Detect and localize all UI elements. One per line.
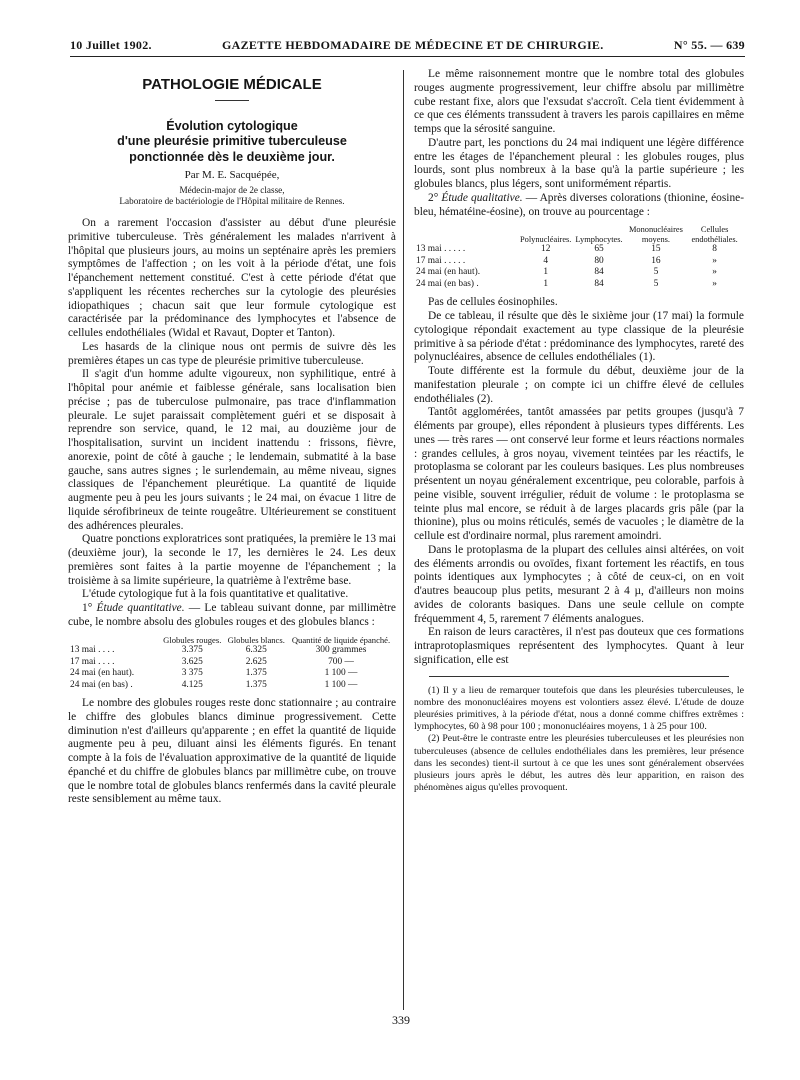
table-header: Cellules endothéliales. (691, 225, 738, 244)
footnote-2: (2) Peut-être le contraste entre les pleurésies tuberculeuses et les pleurésies non tuberculeuses (absence de cellules endothéliales dans les premières, leur présence dans les secondes) tient-il surtout à ce que les unes sont généralement observées plusieurs jours après le début, les autres dès leur apparition, en raison des phénomènes aigus qu'elles provoquent. (414, 733, 744, 794)
table-cell: 5 (653, 267, 659, 278)
subsection-heading: Étude quantitative. (96, 602, 185, 614)
paragraph: De ce tableau, il résulte que dès le sixième jour (17 mai) la formule cytologique répondait exactement au type classique de la pleurésie primitive à sa période d'état : prédominance des lymphocytes, rareté des polynucléaires, absence de cellules endothéliales (1). (414, 310, 744, 364)
table-row (414, 256, 742, 268)
affiliation-lab: Laboratoire de bactériologie de l'Hôpital militaire de Rennes. (119, 196, 345, 206)
paragraph: Quatre ponctions exploratrices sont pratiquées, la première le 13 mai (deuxième jour), la seconde le 17, les dernières le 24. Les deux premières sont faites à la partie moyenne de l'épanchement ; la troisième à sa limite supérieure, la quatrième à l'extrême base. (68, 533, 396, 587)
table-row (68, 680, 394, 692)
paragraph: Le nombre des globules rouges reste donc stationnaire ; au contraire le chiffre des globules blancs diminue progressivement. Cette diminution n'est d'ailleurs qu'apparente ; en effet la quantité de liquide augmente peu à peu, diluant ainsi les éléments figurés. En tenant compte à la fois de l'évaluation approximative de la quantité de liquide épanché et du chiffre de globules blancs par millimètre cube, on trouve que le nombre total de globules blancs renfermés dans la cavité pleurale reste sensiblement au même taux. (68, 697, 396, 806)
paragraph: Les hasards de la clinique nous ont permis de suivre dès les premières étapes un cas type de pleurésie primitive tuberculeuse. (68, 340, 396, 367)
paragraph: Il s'agit d'un homme adulte vigoureux, non syphilitique, entré à l'hôpital pour anémie et faiblesse générale, sans localisation bien précise ; pas de tuberculose pulmonaire, pas trace d'inflammation pleurale. Le sujet paraissait complètement guéri et se disposait à reprendre son service, quand, le 12 mai, au douzième jour de l'hospitalisation, survint un incident inattendu : frissons, fièvre, anorexie, point de côté à gauche ; le lendemain, submatité à la base gauche, sans autres signes ; le surlendemain, au même niveau, signes classiques de l'épanchement pleurétique. La quantité de liquide augmente peu à peu les jours suivants ; le 24 mai, on évacue 1 litre de liquide sérofibrineux de teinte rougeâtre. Ultérieurement se constituent des adhérences pleurales. (68, 368, 396, 532)
paragraph-number: 2° (428, 191, 442, 204)
table-cell: 24 mai (en haut). (70, 668, 135, 678)
table-cell: 17 mai . . . . (70, 656, 115, 667)
cell-percentage-table (414, 225, 742, 290)
paragraph: On a rarement l'occasion d'assister au début d'une pleurésie primitive tuberculeuse. Très généralement les malades n'arrivent à l'hôpital que plusieurs jours, au moins un septénaire après les premiers symptômes de l'affection ; on les voit à la période d'état, une fois l'épanchement nettement constitué. C'est à cette période d'état que s'appliquent les récentes recherches sur la cytologie des pleurésies idiopathiques ; chacun sait que leur formule cytologique est caractérisée par la prédominance des lymphocytes et l'absence de cellules endothéliales (Widal et Ravaut, Dopter et Tanton). (68, 217, 396, 339)
table-cell: 4 (543, 255, 549, 266)
table-cell: 3.375 (181, 645, 203, 655)
table-cell: 1 (543, 278, 549, 289)
article-title (68, 119, 396, 166)
table-row (68, 645, 394, 657)
paragraph: Toute différente est la formule du début, deuxième jour de la manifestation pleurale ; on compte ici un chiffre élevé de cellules endothéliales (2). (414, 365, 744, 405)
table-cell: 13 mai . . . . . (416, 244, 466, 255)
footnote-rule (429, 676, 729, 677)
table-cell: 1 100 — (324, 679, 358, 690)
table-cell: 1.375 (245, 668, 267, 678)
blood-count-table (68, 636, 394, 692)
table-cell: 65 (594, 244, 604, 255)
subsection-heading: Étude qualitative. (441, 191, 523, 204)
table-row (68, 668, 394, 680)
table-cell: 12 (541, 244, 551, 255)
table-row (68, 657, 394, 669)
table-cell: 24 mai (en haut). (416, 267, 481, 278)
table-cell: 1 (543, 267, 549, 278)
section-rule (215, 100, 249, 101)
paragraph-qualitative (414, 192, 744, 220)
paragraph: D'autre part, les ponctions du 24 mai indiquent une légère différence entre les étages de l'épanchement pleural : les globules rouges, plus lourds, sont plus nombreux à la base qu'à la partie supérieure ; les globules blancs, plus légers, sont uniformément répartis. (414, 136, 744, 190)
right-column (414, 68, 744, 794)
table-cell: 700 — (328, 656, 354, 667)
table-header-row (68, 636, 394, 646)
paragraph: Tantôt agglomérées, tantôt amassées par petits groupes (jusqu'à 7 éléments par groupe), elles répondent à plusieurs types différents. Les unes — très rares — ont conservé leur forme et leurs réactions normales : grandes cellules, à gros noyau, vivement teintées par les réactifs, le protoplasma se colorant par les couleurs basiques. Les plus nombreuses présentent un noyau généralement excentrique, peu colorable, parfois à peine visible, souvent irrégulier, réduit de volume : le protoplasma se teinte plus mal encore, se réduit à de larges placards gris pâle (par la thionine), plus ou moins réticulés, semés de vacuoles ; le diamètre de la cellule est d'ordinaire normal, plus rarement amoindri. (414, 406, 744, 542)
paragraph: Dans le protoplasma de la plupart des cellules ainsi altérées, on voit des éléments arrondis ou ovoïdes, fixant fortement les réactifs, en tous points identiques aux lymphocytes ; à côté de ceux-ci, on en voit d'autres beaucoup plus petits, mesurant 2 à 4 µ, d'ailleurs non moins avides de colorants basiques. Dans une seule cellule on compte fréquemment 4, 5, rarement 7 éléments analogues. (414, 543, 744, 625)
table-cell: 3.625 (181, 656, 203, 667)
paragraph: Pas de cellules éosinophiles. (428, 296, 558, 309)
article-title-line-3: ponctionnée dès le deuxième jour. (129, 149, 335, 164)
table-cell: 84 (594, 278, 604, 289)
table-cell: » (712, 267, 717, 278)
table-header: Mononucléaires moyens. (628, 225, 683, 244)
header-page-number: N° 55. — 639 (673, 38, 745, 52)
paragraph-text: — Le tableau suivant donne, par millimètre cube, le nombre absolu des globules rouges et des globules blancs : (68, 602, 396, 628)
table-cell: 1.375 (245, 679, 267, 690)
table-cell: 1 100 — (324, 668, 358, 678)
paragraph: L'étude cytologique fut à la fois quantitative et qualitative. (82, 588, 349, 601)
paragraph-quantitative (68, 602, 396, 630)
paragraph: Le même raisonnement montre que le nombre total des globules rouges augmente progressivement, leur chiffre absolu par millimètre cube restant fixe, alors que l'exsudat s'accroît. Cela tient évidemment à ce que ces éléments transsudent à travers les parois capillaires en même temps que la sérosité sanguine. (414, 68, 744, 135)
table-row (414, 244, 742, 256)
table-cell: » (712, 255, 717, 266)
table-cell: 84 (594, 267, 604, 278)
left-column (68, 68, 396, 807)
table-cell: 15 (651, 244, 661, 255)
table-cell: » (712, 278, 717, 289)
table-header (68, 636, 160, 646)
table-cell: 2.625 (245, 656, 267, 667)
paragraph-number: 1° (82, 602, 97, 614)
footnote-1: (1) Il y a lieu de remarquer toutefois que dans les pleurésies tuberculeuses, le nombre des mononucléaires moyens est volontiers assez élevé. L'étude de douze pleurésies primitives, à la période d'état, nous a donné comme chiffres extrêmes : lymphocytes, 60 à 98 pour 100 ; mononucléaires moyens, 1 à 25 pour 100. (414, 684, 744, 733)
header-journal: GAZETTE HEBDOMADAIRE DE MÉDECINE ET DE CHIRURGIE. (222, 38, 604, 52)
table-header: Globules rouges. (163, 634, 222, 645)
table-header: Globules blancs. (227, 634, 285, 645)
article-title-line-1: Évolution cytologique (166, 118, 298, 133)
header-rule (70, 56, 745, 57)
table-header (414, 225, 518, 244)
article-title-line-2: d'une pleurésie primitive tuberculeuse (117, 134, 347, 149)
table-header: Lymphocytes. (575, 234, 623, 244)
affiliation-rank: Médecin-major de 2e classe, (179, 185, 285, 195)
table-cell: 4.125 (181, 679, 203, 690)
table-header-row (414, 225, 742, 244)
page-folio: 339 (392, 1013, 410, 1027)
section-title: PATHOLOGIE MÉDICALE (142, 76, 322, 93)
table-cell: 8 (712, 244, 717, 255)
table-cell: 80 (594, 255, 604, 266)
table-cell: 16 (651, 255, 661, 266)
author-line: Par M. E. Sacquépée, (184, 169, 280, 182)
table-header: Quantité de liquide épanché. (291, 634, 391, 645)
table-cell: 3 375 (181, 668, 203, 678)
affiliation (68, 185, 396, 207)
table-cell: 5 (653, 278, 659, 289)
table-row (414, 267, 742, 279)
paragraph-text: — Après diverses colorations (thionine, éosine-bleu, hématéine-éosine), on trouve au pourcentage : (414, 191, 744, 218)
header-date: 10 Juillet 1902. (70, 38, 152, 52)
running-header (70, 38, 745, 54)
table-cell: 24 mai (en bas) . (416, 278, 479, 289)
paragraph: En raison de leurs caractères, il n'est pas douteux que ces formations intraprotoplasmiques représentent des lymphocytes. Quant à leur signification, elle est (414, 626, 744, 666)
table-row (414, 279, 742, 291)
table-cell: 6.325 (245, 645, 267, 655)
table-cell: 13 mai . . . . (70, 645, 115, 655)
table-cell: 300 grammes (315, 645, 367, 655)
table-cell: 17 mai . . . . . (416, 255, 466, 266)
table-cell: 24 mai (en bas) . (70, 679, 133, 690)
column-separator (403, 70, 404, 1010)
table-header: Polynucléaires. (520, 234, 572, 244)
